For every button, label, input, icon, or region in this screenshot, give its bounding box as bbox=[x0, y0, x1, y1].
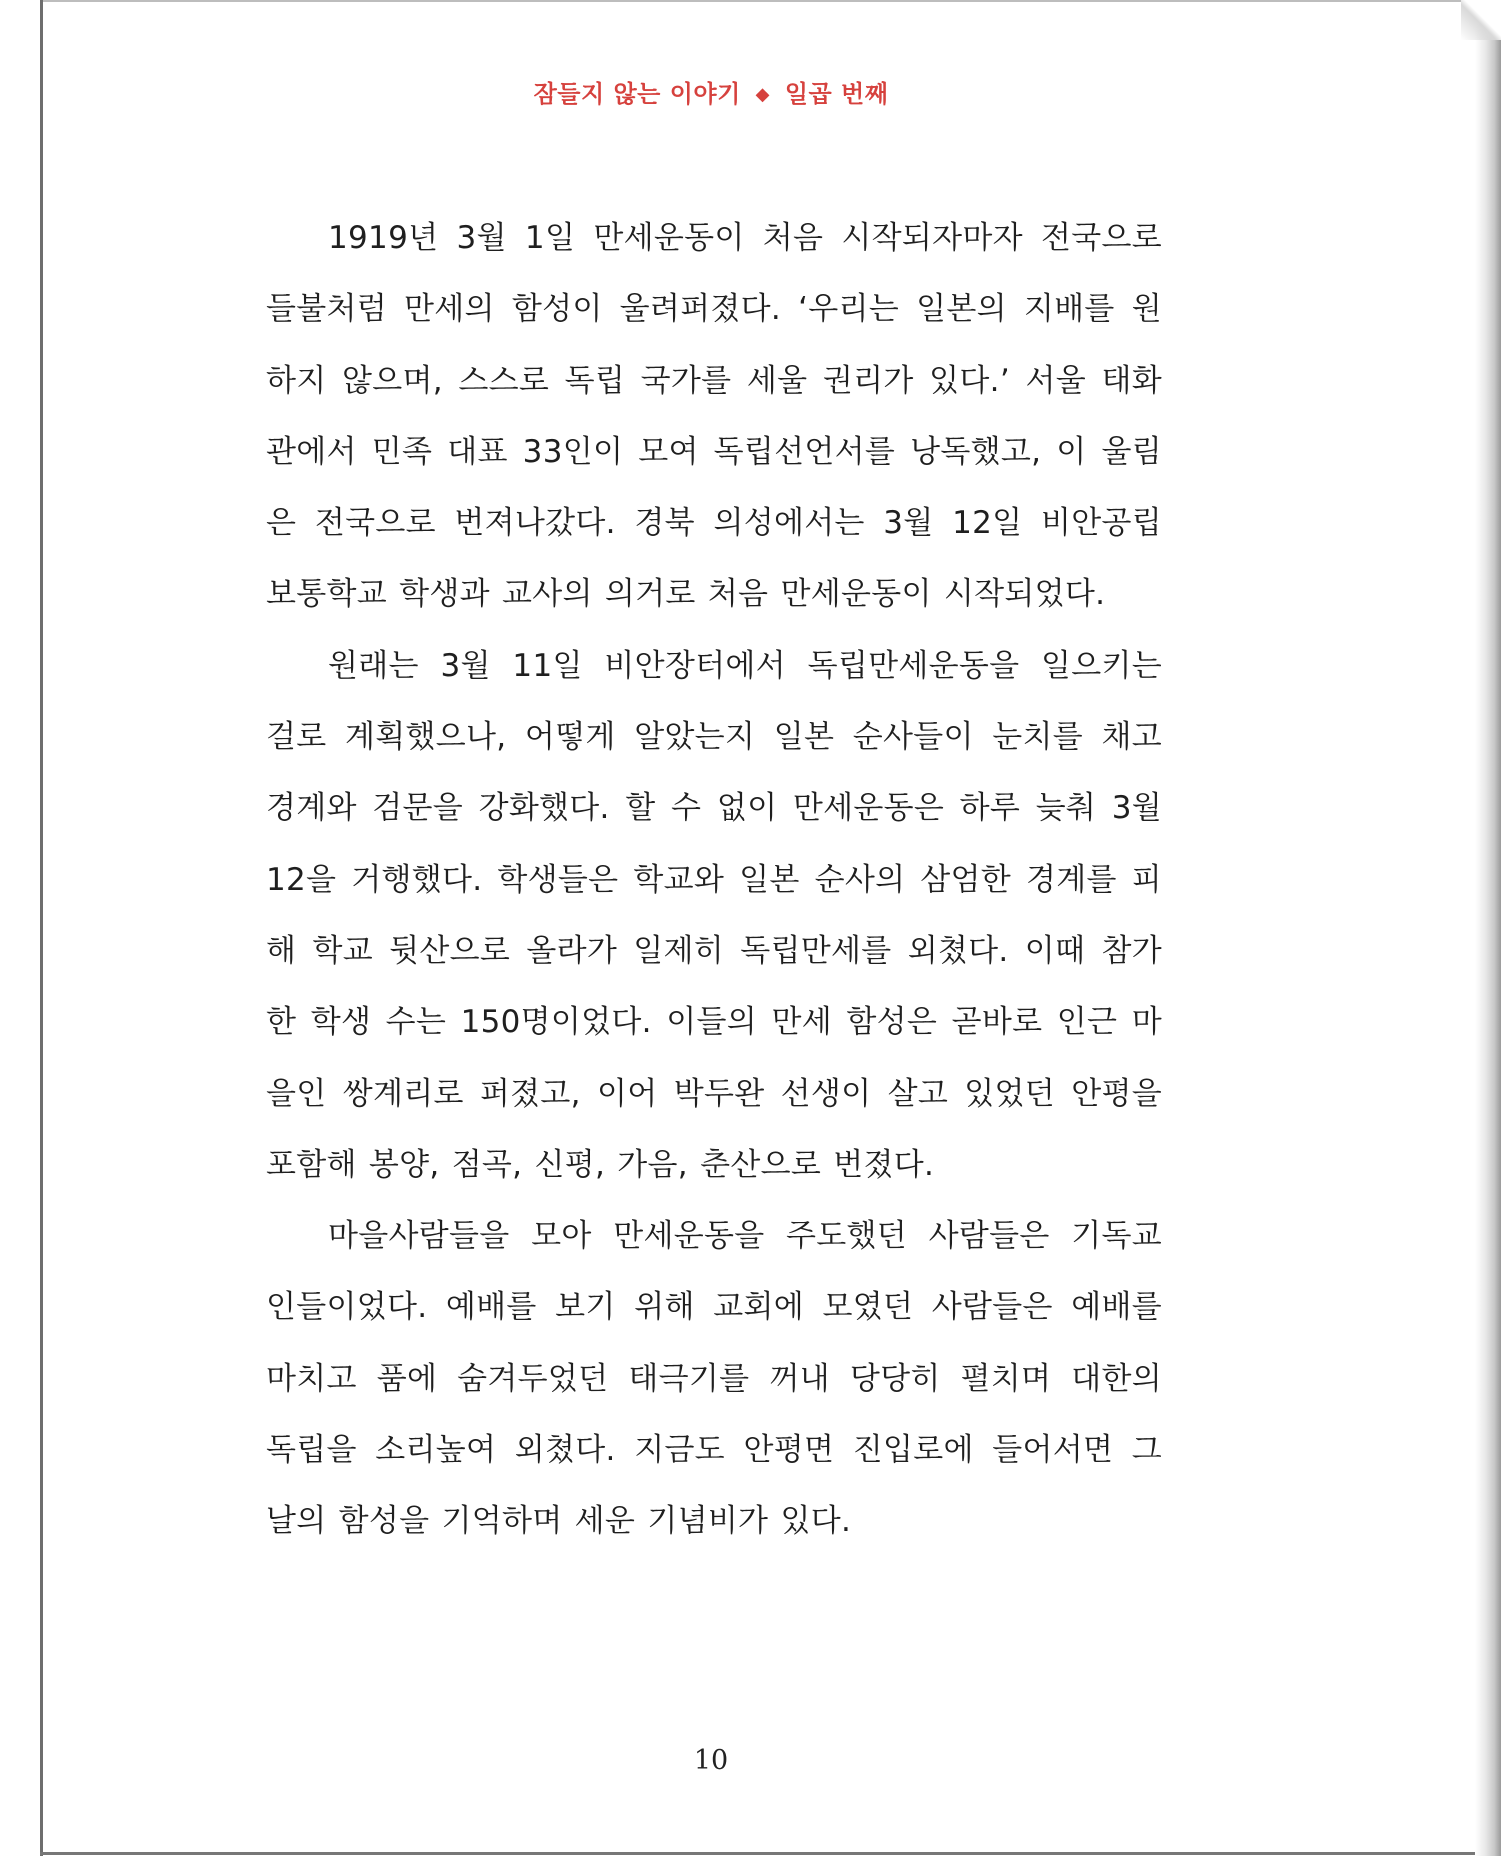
text-line: 마치고 품에 숨겨두었던 태극기를 꺼내 당당히 펼치며 대한의 bbox=[266, 1360, 1162, 1397]
text-line: 포함해 봉양, 점곡, 신평, 가음, 춘산으로 번졌다. bbox=[266, 1146, 935, 1183]
text-line: 인들이었다. 예배를 보기 위해 교회에 모였던 사람들은 예배를 bbox=[266, 1289, 1162, 1326]
text-line: 은 전국으로 번져나갔다. 경북 의성에서는 3월 12일 비안공립 bbox=[266, 505, 1162, 542]
text-line: 날의 함성을 기억하며 세운 기념비가 있다. bbox=[266, 1503, 852, 1540]
text-line: 12을 거행했다. 학생들은 학교와 일본 순사의 삼엄한 경계를 피 bbox=[266, 861, 1162, 898]
text-line: 마을사람들을 모아 만세운동을 주도했던 사람들은 기독교 bbox=[328, 1218, 1162, 1255]
text-line: 들불처럼 만세의 함성이 울려퍼졌다. ‘우리는 일본의 지배를 원 bbox=[266, 291, 1162, 328]
body-text bbox=[266, 203, 1162, 1558]
text-line: 관에서 민족 대표 33인이 모여 독립선언서를 낭독했고, 이 울림 bbox=[266, 433, 1162, 470]
text-line: 경계와 검문을 강화했다. 할 수 없이 만세운동은 하루 늦춰 3월 bbox=[266, 790, 1162, 827]
text-line: 원래는 3월 11일 비안장터에서 독립만세운동을 일으키는 bbox=[328, 647, 1162, 684]
page-number: 10 bbox=[693, 1745, 729, 1776]
text-line: 을인 쌍계리로 퍼졌고, 이어 박두완 선생이 살고 있었던 안평을 bbox=[266, 1075, 1162, 1112]
text-line: 해 학교 뒷산으로 올라가 일제히 독립만세를 외쳤다. 이때 참가 bbox=[266, 932, 1162, 969]
book-title: 잠들지 않는 이야기 bbox=[533, 79, 741, 108]
text-line: 독립을 소리높여 외쳤다. 지금도 안평면 진입로에 들어서면 그 bbox=[266, 1432, 1162, 1469]
page-left-border bbox=[40, 0, 43, 1856]
page-bottom-border bbox=[40, 1852, 1500, 1855]
diamond-separator-icon: ◆ bbox=[755, 84, 770, 105]
text-line: 한 학생 수는 150명이었다. 이들의 만세 함성은 곧바로 인근 마 bbox=[266, 1004, 1162, 1041]
binding-shadow bbox=[1475, 0, 1501, 1856]
text-line: 1919년 3월 1일 만세운동이 처음 시작되자마자 전국으로 bbox=[328, 220, 1162, 256]
running-header bbox=[0, 74, 1422, 109]
text-line: 하지 않으며, 스스로 독립 국가를 세울 권리가 있다.’ 서울 태화 bbox=[266, 362, 1162, 399]
text-line: 보통학교 학생과 교사의 의거로 처음 만세운동이 시작되었다. bbox=[266, 576, 1106, 613]
text-line: 걸로 계획했으나, 어떻게 알았는지 일본 순사들이 눈치를 채고 bbox=[266, 719, 1162, 756]
page-curl-corner bbox=[1461, 0, 1501, 40]
page-top-border bbox=[42, 0, 1482, 2]
chapter-label: 일곱 번째 bbox=[784, 79, 889, 108]
